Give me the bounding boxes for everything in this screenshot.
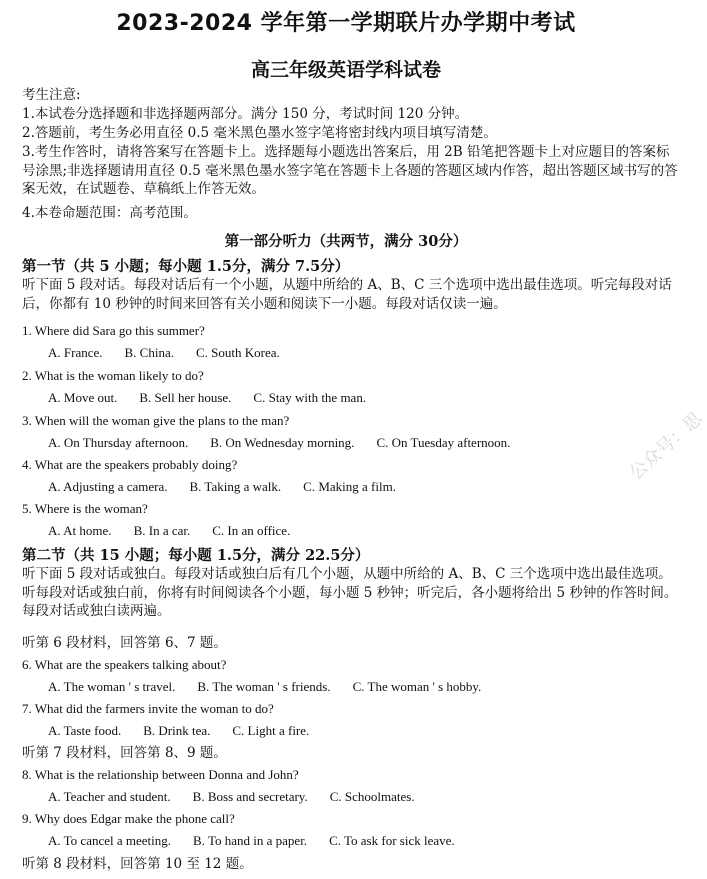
- question-6: 6. What are the speakers talking about?: [22, 657, 227, 672]
- option-c: C. Making a film.: [303, 479, 396, 494]
- option-c: C. The woman ' s hobby.: [352, 679, 482, 694]
- option-c: C. On Tuesday afternoon.: [376, 435, 511, 450]
- watermark: 公众号：思: [625, 408, 707, 485]
- exam-subtitle: 高三年级英语学科试卷: [250, 59, 441, 81]
- part1-title: 第一部分听力（共两节，满分 30分）: [224, 233, 468, 250]
- option-c: C. In an office.: [212, 523, 291, 538]
- option-c: C. Schoolmates.: [329, 789, 415, 804]
- question-3-options: [48, 435, 532, 451]
- section2-heading: 第二节（共 15 小题；每小题 1.5分，满分 22.5分）: [22, 547, 370, 564]
- option-c: C. South Korea.: [196, 345, 280, 360]
- question-2: 2. What is the woman likely to do?: [22, 368, 204, 383]
- question-7-options: [48, 723, 331, 739]
- option-a: A. At home.: [48, 523, 112, 538]
- option-b: B. To hand in a paper.: [193, 833, 308, 848]
- option-b: B. Taking a walk.: [189, 479, 282, 494]
- question-4-options: [48, 479, 418, 495]
- option-c: C. To ask for sick leave.: [329, 833, 455, 848]
- option-b: B. Boss and secretary.: [192, 789, 308, 804]
- section1-instructions: 听下面 5 段对话。每段对话后有一个小题，从题中所给的 A、B、C 三个选项中选出最佳选项。听完每段对话后，你都有 10 秒钟的时间来回答有关小题和阅读下一小题。每段对话仅读一遍。: [22, 277, 672, 312]
- exam-title: 2023-2024 学年第一学期联片办学期中考试: [116, 11, 576, 36]
- note-item-2: 2.答题前，考生务必用直径 0.5 毫米黑色墨水签字笔将密封线内项目填写清楚。: [22, 125, 497, 141]
- option-a: A. Move out.: [48, 390, 118, 405]
- question-1-options: [48, 345, 302, 361]
- material-6-note: 听第 6 段材料，回答第 6、7 题。: [22, 635, 227, 651]
- option-a: A. Taste food.: [48, 723, 122, 738]
- material-8-note: 听第 8 段材料，回答第 10 至 12 题。: [22, 856, 253, 872]
- note-item-4: 4.本卷命题范围：高考范围。: [22, 205, 197, 221]
- question-4: 4. What are the speakers probably doing?: [22, 457, 238, 472]
- option-a: A. To cancel a meeting.: [48, 833, 172, 848]
- option-a: A. France.: [48, 345, 103, 360]
- question-1: 1. Where did Sara go this summer?: [22, 323, 205, 338]
- question-3: 3. When will the woman give the plans to the man?: [22, 413, 290, 428]
- notes-heading: 考生注意:: [22, 87, 81, 103]
- option-a: A. Adjusting a camera.: [48, 479, 168, 494]
- option-b: B. Sell her house.: [139, 390, 232, 405]
- question-9-options: [48, 833, 477, 849]
- option-a: A. The woman ' s travel.: [48, 679, 176, 694]
- option-b: B. In a car.: [133, 523, 191, 538]
- question-2-options: [48, 390, 388, 406]
- option-b: B. On Wednesday morning.: [210, 435, 355, 450]
- section2-instructions: 听下面 5 段对话或独白。每段对话或独白后有几个小题，从题中所给的 A、B、C 三个选项中选出最佳选项。听每段对话或独白前，你将有时间阅读各个小题，每小题 5 秒钟；听完后，各小题将给出 5 秒钟的作答时间。每段对话或独白读两遍。: [22, 566, 678, 619]
- option-c: C. Light a fire.: [232, 723, 310, 738]
- option-b: B. The woman ' s friends.: [197, 679, 331, 694]
- section1-heading: 第一节（共 5 小题；每小题 1.5分，满分 7.5分）: [22, 258, 350, 275]
- question-7: 7. What did the farmers invite the woman to do?: [22, 701, 274, 716]
- option-c: C. Stay with the man.: [253, 390, 367, 405]
- question-6-options: [48, 679, 503, 695]
- option-a: A. On Thursday afternoon.: [48, 435, 189, 450]
- question-5: 5. Where is the woman?: [22, 501, 148, 516]
- question-8-options: [48, 789, 437, 805]
- option-b: B. China.: [124, 345, 174, 360]
- question-8: 8. What is the relationship between Donna and John?: [22, 767, 299, 782]
- question-9: 9. Why does Edgar make the phone call?: [22, 811, 235, 826]
- material-7-note: 听第 7 段材料，回答第 8、9 题。: [22, 745, 227, 761]
- note-item-3: 3.考生作答时，请将答案写在答题卡上。选择题每小题选出答案后，用 2B 铅笔把答题卡上对应题目的答案标号涂黑;非选择题请用直径 0.5 毫米黑色墨水签字笔在答题卡上各题的答题区域内作答，超出答题区域书写的答案无效，在试题卷、草稿纸上作答无效。: [22, 144, 678, 197]
- option-b: B. Drink tea.: [143, 723, 211, 738]
- option-a: A. Teacher and student.: [48, 789, 171, 804]
- note-item-1: 1.本试卷分选择题和非选择题两部分。满分 150 分，考试时间 120 分钟。: [22, 106, 469, 122]
- question-5-options: [48, 523, 312, 539]
